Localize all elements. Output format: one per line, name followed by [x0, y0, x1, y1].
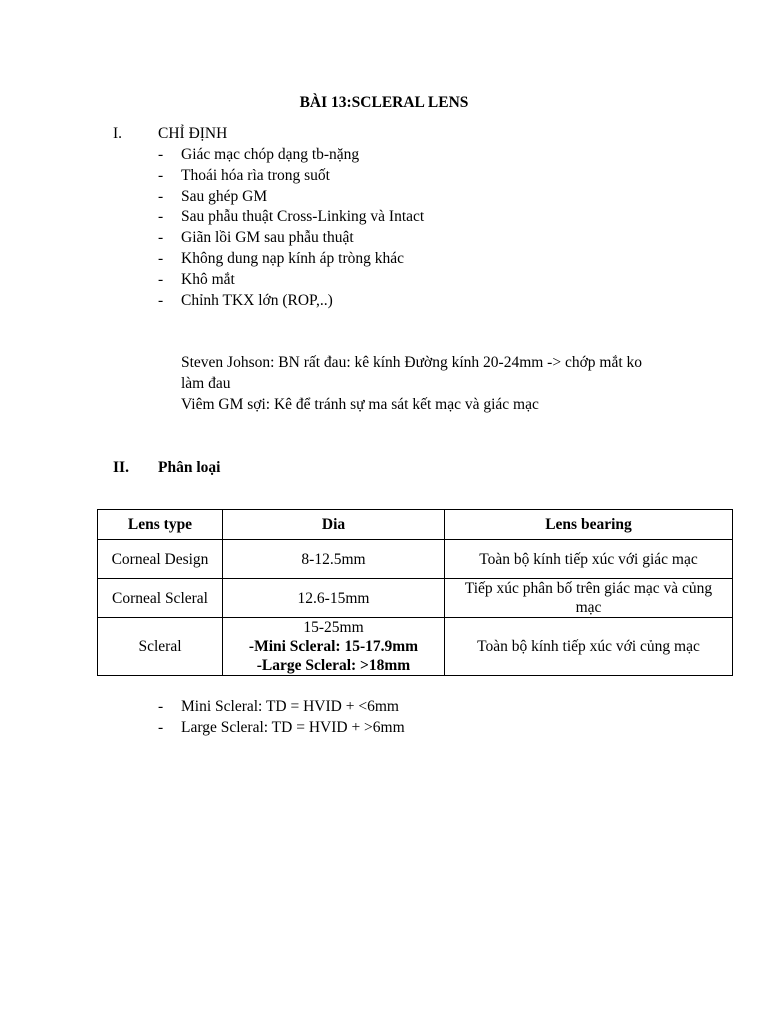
column-header-lens-type: Lens type	[98, 510, 223, 540]
list-item: Giác mạc chóp dạng tb-nặng	[181, 146, 360, 163]
list-bullet: -	[158, 250, 164, 267]
section-1-numeral: I.	[113, 125, 123, 142]
list-bullet: -	[158, 271, 164, 288]
list-bullet: -	[158, 188, 164, 205]
note-line: làm đau	[181, 375, 231, 392]
list-bullet: -	[158, 167, 164, 184]
table-header-row	[98, 510, 733, 540]
list-item: Sau ghép GM	[181, 188, 268, 205]
note-line: Steven Johson: BN rất đau: kê kính Đường kính 20-24mm -> chớp mắt ko	[181, 354, 643, 371]
lens-bearing-cell: Toàn bộ kính tiếp xúc với củng mạc	[445, 618, 733, 676]
column-header-dia: Dia	[223, 510, 445, 540]
dia-subrange-mini: -Mini Scleral: 15-17.9mm	[248, 638, 419, 655]
lens-type-cell: Corneal Design	[98, 540, 223, 579]
list-item: Thoái hóa rìa trong suốt	[181, 167, 330, 184]
lens-bearing-cell: Tiếp xúc phân bố trên giác mạc và củng mạc	[445, 579, 733, 618]
dia-cell	[223, 540, 445, 579]
dia-value: 12.6-15mm	[297, 589, 370, 607]
footnote-mini-scleral: Mini Scleral: TD = HVID + <6mm	[181, 698, 399, 715]
lens-bearing-cell: Toàn bộ kính tiếp xúc với giác mạc	[445, 540, 733, 579]
list-bullet: -	[158, 146, 164, 163]
list-bullet: -	[158, 719, 164, 736]
lens-classification-table	[97, 509, 733, 676]
list-bullet: -	[158, 698, 164, 715]
dia-value: 8-12.5mm	[301, 550, 366, 568]
note-line: Viêm GM sợi: Kê để tránh sự ma sát kết mạc và giác mạc	[181, 396, 539, 413]
section-2-heading: Phân loại	[158, 459, 221, 476]
dia-value: 15-25mm	[303, 619, 364, 636]
footnote-large-scleral: Large Scleral: TD = HVID + >6mm	[181, 719, 405, 736]
list-item: Chỉnh TKX lớn (ROP,..)	[181, 292, 333, 309]
list-item: Không dung nạp kính áp tròng khác	[181, 250, 404, 267]
dia-cell	[223, 579, 445, 618]
lens-type-cell: Scleral	[98, 618, 223, 676]
table-row	[98, 540, 733, 579]
column-header-lens-bearing: Lens bearing	[445, 510, 733, 540]
dia-cell	[223, 618, 445, 676]
list-item: Khô mắt	[181, 271, 235, 288]
section-1-heading: CHỈ ĐỊNH	[158, 125, 228, 142]
dia-subrange-large: -Large Scleral: >18mm	[256, 657, 411, 674]
list-item: Giãn lồi GM sau phẫu thuật	[181, 229, 354, 246]
list-bullet: -	[158, 208, 164, 225]
list-bullet: -	[158, 292, 164, 309]
list-bullet: -	[158, 229, 164, 246]
table-row	[98, 579, 733, 618]
document-title: BÀI 13:SCLERAL LENS	[299, 94, 469, 111]
lens-type-cell: Corneal Scleral	[98, 579, 223, 618]
list-item: Sau phẫu thuật Cross-Linking và Intact	[181, 208, 425, 225]
table-row	[98, 618, 733, 676]
section-2-numeral: II.	[113, 459, 129, 476]
